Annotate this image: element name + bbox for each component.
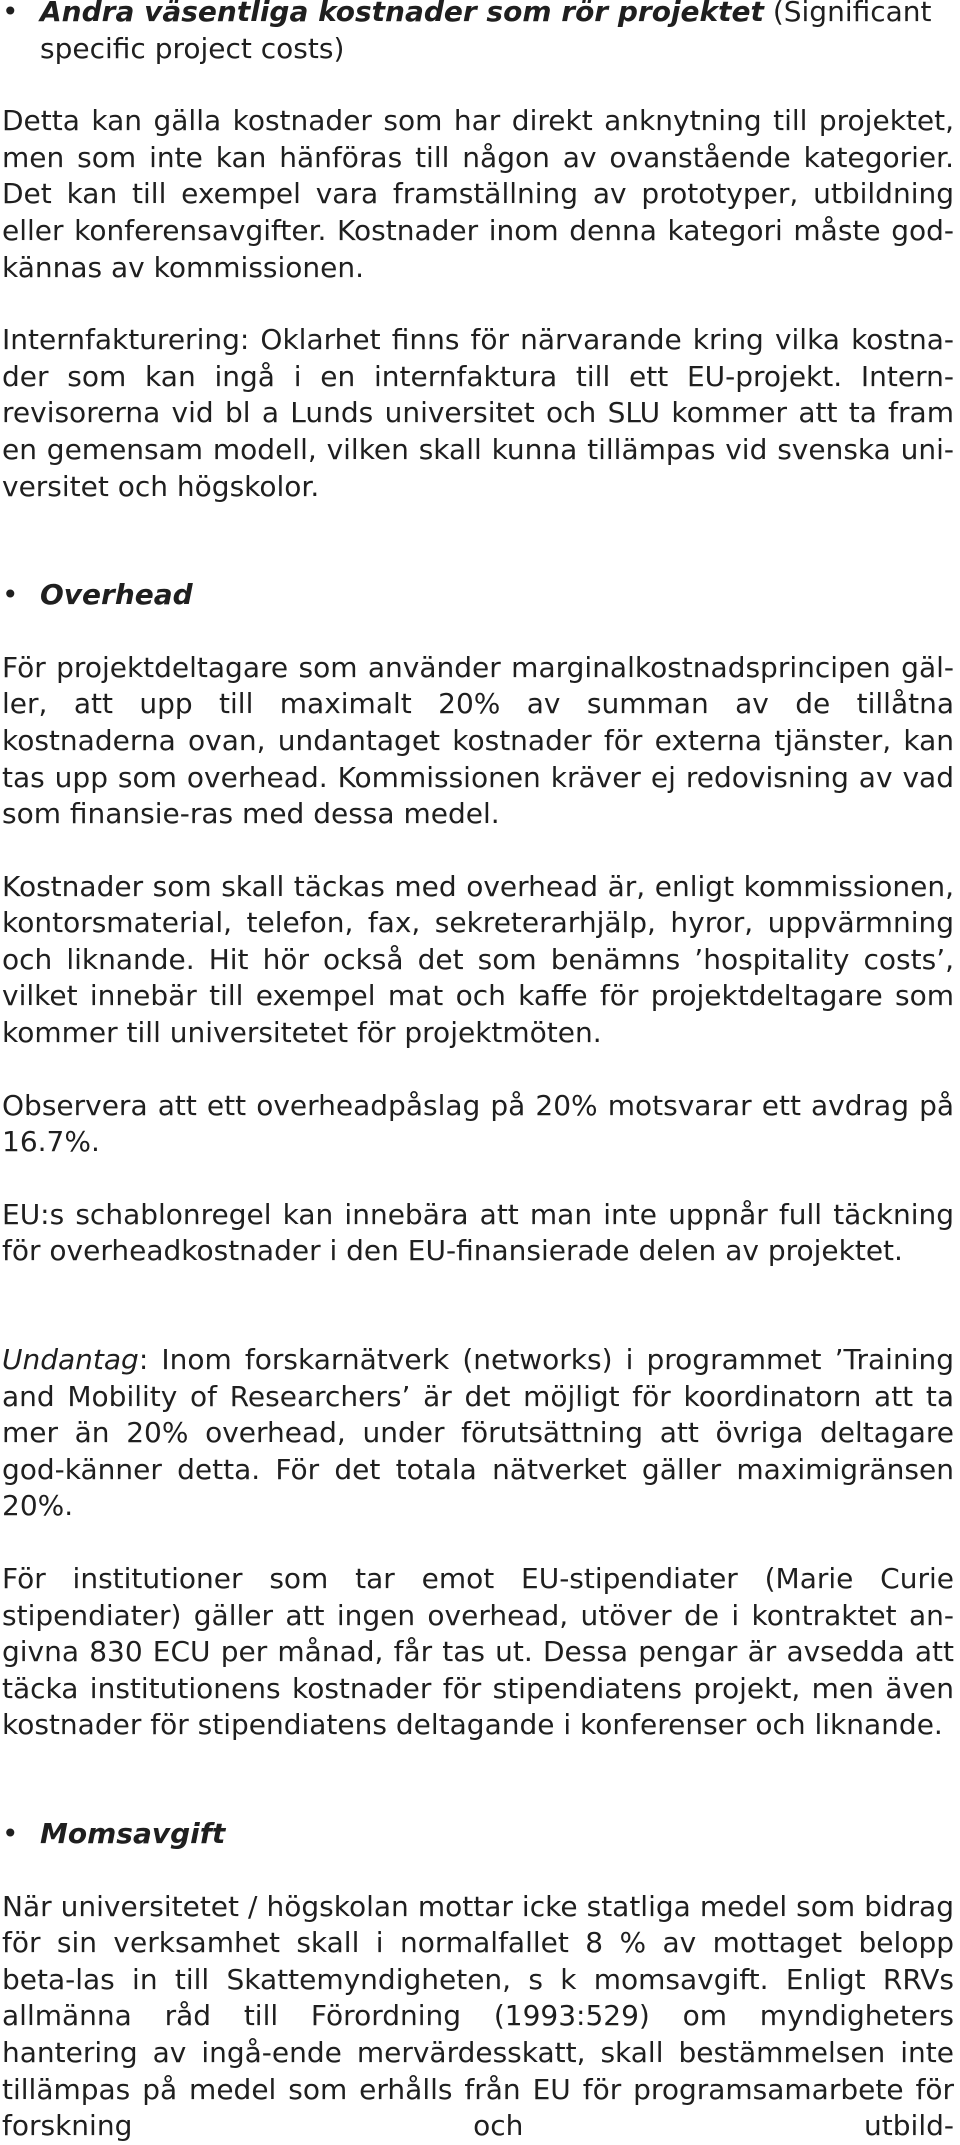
paragraph: När universitetet / högskolan mottar icke statliga medel som bidrag för sin verksamhet skall i normalfallet 8 % av mottaget belopp beta-las in till Skattemyndigheten, s k momsavgift. Enligt RRVs allmänna råd till Förordning (1993:529) om myndigheters hantering av ingå-ende mervärdesskatt, skall bestämmelsen inte tillämpas på medel som erhålls från EU för programsamarbete för forskning och utbild- — [2, 1889, 954, 2143]
bullet-icon: • — [2, 578, 19, 612]
heading-title: Andra väsentliga kostnader som rör projektet — [40, 0, 764, 28]
exception-text: : Inom forskarnätverk (networks) i programmet ’Training and Mobility of Researchers’ är det möjligt för koordinatorn att ta mer än 20% overhead, under förutsättning att övriga deltagare god-känner detta. För det totala nätverket gäller maximigränsen 20%. — [2, 1343, 954, 1523]
paragraph-exception — [0, 1342, 954, 1525]
section-heading-vat-fee — [0, 1816, 958, 1853]
bullet-icon: • — [2, 0, 19, 28]
paragraph: Observera att ett overheadpåslag på 20% motsvarar ett avdrag på 16.7%. — [2, 1088, 954, 1159]
exception-label: Undantag — [2, 1343, 139, 1377]
paragraph: För projektdeltagare som använder marginalkostnadsprincipen gäl-ler, att upp till maximalt 20% av summan av de tillåtna kostnaderna ovan, undantaget kostnader för externa tjänster, kan tas upp som overhead. Kommissionen kräver ej redovisning av vad som finansie-ras med dessa medel. — [2, 650, 954, 831]
paragraph: Internfakturering: Oklarhet finns för närvarande kring vilka kostna-der som kan ingå i en internfaktura till ett EU-projekt. Intern-revisorerna vid bl a Lunds universitet och SLU kommer att ta fram en gemensam modell, vilken skall kunna tillämpas vid svenska uni-versitet och högskolor. — [2, 323, 954, 503]
heading-subtitle: (Significant specific project costs) — [40, 0, 932, 65]
paragraph: EU:s schablonregel kan innebära att man inte uppnår full täckning för overheadkostnader i den EU-finansierade delen av projektet. — [2, 1197, 954, 1268]
section-heading-project-costs — [0, 0, 958, 67]
heading-title: Overhead — [40, 578, 193, 612]
heading-title: Momsavgift — [40, 1816, 226, 1850]
paragraph: Detta kan gälla kostnader som har direkt anknytning till projektet, men som inte kan hänföras till någon av ovanstående kategorier. Det kan till exempel vara framställning av prototyper, utbildning eller konferensavgifter. Kostnader inom denna kategori måste god-kännas av kommissionen. — [2, 104, 954, 284]
bullet-icon: • — [2, 1816, 19, 1850]
paragraph: Kostnader som skall täckas med overhead är, enligt kommissionen, kontorsmaterial, telefon, fax, sekreterarhjälp, hyror, uppvärmning och liknande. Hit hör också det som benämns ’hospitality costs’, vilket innebär till exempel mat och kaffe för projektdeltagare som kommer till universitetet för projektmöten. — [2, 869, 954, 1050]
section-heading-overhead — [0, 577, 958, 614]
paragraph: För institutioner som tar emot EU-stipendiater (Marie Curie stipendiater) gäller att ingen overhead, utöver de i kontraktet an-givna 830 ECU per månad, får tas ut. Dessa pengar är avsedda att täcka institutionens kostnader för stipendiatens projekt, men även kostnader för stipendiatens deltagande i konferenser och liknande. — [2, 1562, 954, 1742]
